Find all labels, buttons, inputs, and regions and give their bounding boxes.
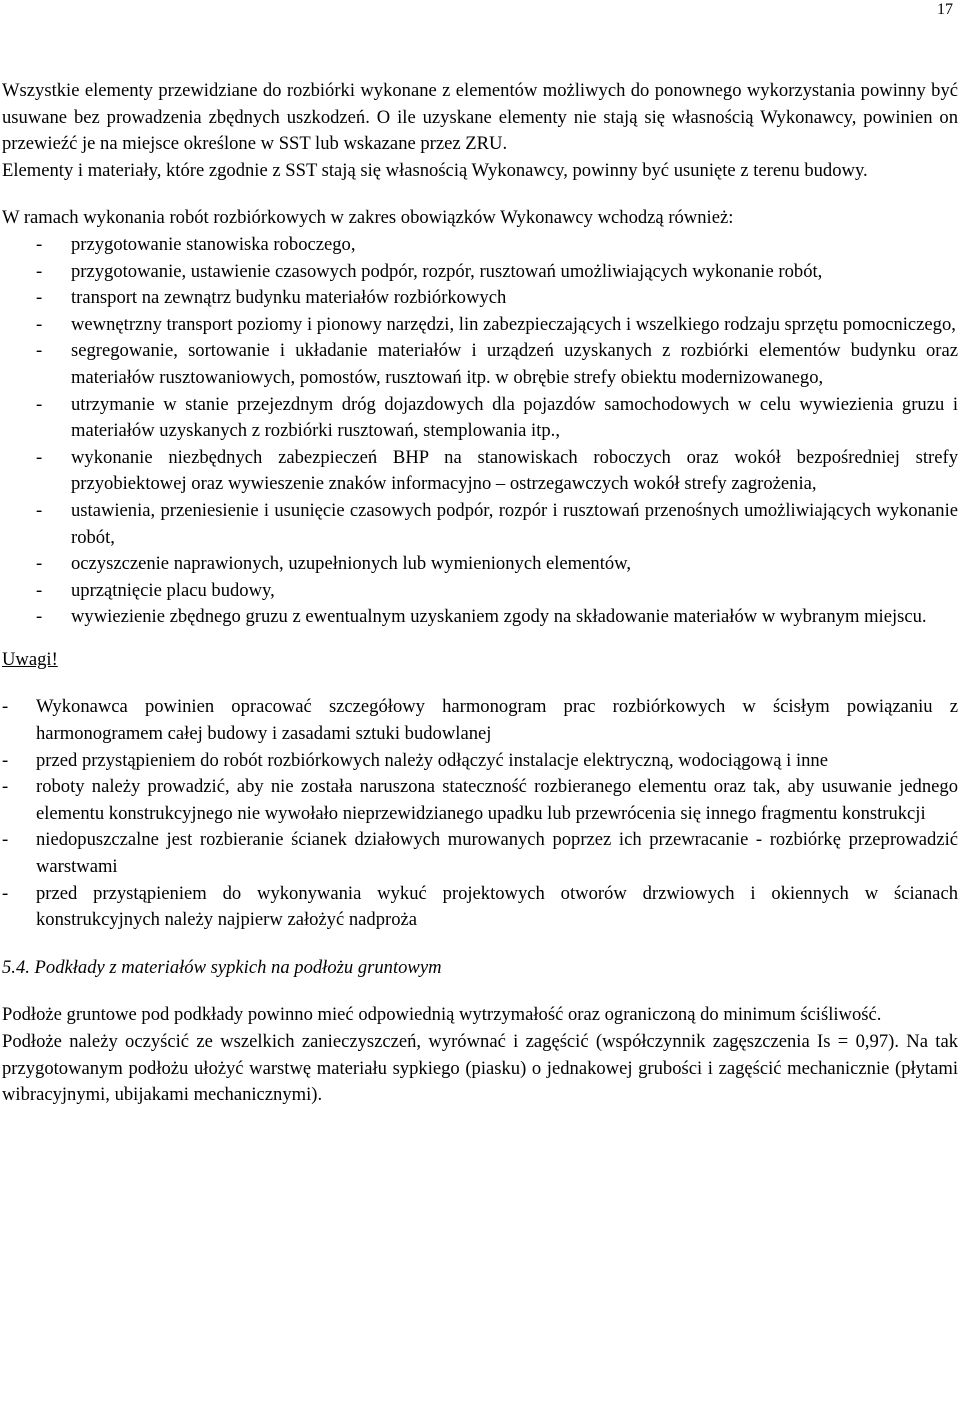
list-item: - ustawienia, przeniesienie i usunięcie czasowych podpór, rozpór i rusztowań przenośnych umożliwiających wykonanie robót, (36, 499, 958, 548)
dash-bullet: - (36, 499, 43, 521)
section-heading: 5.4. Podkłady z materiałów sypkich na podłożu gruntowym (2, 956, 442, 978)
list-item: - wewnętrzny transport poziomy i pionowy narzędzi, lin zabezpieczających i wszelkiego rodzaju sprzętu pomocniczego, (2, 312, 958, 339)
dash-bullet: - (36, 446, 43, 468)
dash-bullet: - (36, 606, 43, 628)
dash-bullet: - (36, 287, 43, 309)
list-item: - segregowanie, sortowanie i układanie materiałów i urządzeń uzyskanych z rozbiórki elementów budynku oraz materiałów rusztowaniowych, pomostów, rusztowań itp. w obrębie strefy obiektu modernizowanego, (36, 340, 958, 388)
dash-bullet: - (36, 340, 43, 362)
section-paragraph: Podłoże należy oczyścić ze wszelkich zanieczyszczeń, wyrównać i zagęścić (współczynnik zagęszczenia Is = 0,97). Na tak przygotowanym podłożu ułożyć warstwę materiału sypkiego (piasku) o jednakowej grubości i zagęścić mechanicznie (płytami wibracyjnymi, ubijakami mechanicznymi). (2, 1031, 958, 1106)
notes-heading: Uwagi! (2, 648, 58, 670)
list-item: - przygotowanie, ustawienie czasowych podpór, rozpór, rusztowań umożliwiających wykonanie robót, (2, 259, 958, 286)
list-item: - roboty należy prowadzić, aby nie została naruszona stateczność rozbieranego elementu oraz tak, aby usuwanie jednego elementu konstrukcyjnego nie wywołało nieprzewidzianego upadku lub przewrócenia się innego fragmentu konstrukcji (2, 776, 958, 824)
dash-bullet: - (36, 233, 43, 255)
list-item: - niedopuszczalne jest rozbieranie ścianek działowych murowanych poprzez ich przewracanie - rozbiórkę przeprowadzić warstwami (2, 829, 958, 878)
notes-list (2, 694, 958, 933)
list-item: - przygotowanie stanowiska roboczego, (2, 232, 958, 259)
dash-bullet: - (36, 260, 43, 282)
list-item: - transport na zewnątrz budynku materiałów rozbiórkowych (2, 285, 958, 312)
list-item: - wywiezienie zbędnego gruzu z ewentualnym uzyskaniem zgody na składowanie materiałów w wybranym miejscu. (2, 604, 958, 631)
list-item: - Wykonawca powinien opracować szczegółowy harmonogram prac rozbiórkowych w ścisłym powiązaniu z harmonogramem całej budowy i zasadami sztuki budowlanej (2, 696, 958, 745)
dash-bullet: - (2, 776, 9, 798)
dash-bullet: - (2, 696, 9, 718)
list-item: - przed przystąpieniem do robót rozbiórkowych należy odłączyć instalacje elektryczną, wodociągową i inne (2, 748, 958, 775)
page-content (2, 78, 958, 1109)
dash-bullet: - (2, 882, 9, 904)
scope-list (2, 232, 958, 631)
dash-bullet: - (36, 553, 43, 575)
dash-bullet: - (36, 393, 43, 415)
dash-bullet: - (36, 313, 43, 335)
list-item: - uprzątnięcie placu budowy, (2, 578, 958, 605)
dash-bullet: - (36, 579, 43, 601)
list-item: - wykonanie niezbędnych zabezpieczeń BHP na stanowiskach roboczych oraz wokół bezpośredniej strefy przyobiektowej oraz wywieszenie znaków informacyjno – ostrzegawczych wokół strefy zagrożenia, (36, 446, 958, 495)
page-number: 17 (937, 1, 953, 18)
intro-paragraph: Wszystkie elementy przewidziane do rozbiórki wykonane z elementów możliwych do ponownego wykorzystania powinny być usuwane bez prowadzenia zbędnych uszkodzeń. O ile uzyskane elementy nie stają się własnością Wykonawcy, powinien on przewieźć je na miejsce określone w SST lub wskazane przez ZRU. (2, 80, 958, 155)
scope-intro: W ramach wykonania robót rozbiórkowych w zakres obowiązków Wykonawcy wchodzą również: (2, 207, 734, 229)
list-item: - oczyszczenie naprawionych, uzupełnionych lub wymienionych elementów, (2, 551, 958, 578)
list-item: - przed przystąpieniem do wykonywania wykuć projektowych otworów drzwiowych i okiennych w ścianach konstrukcyjnych należy najpierw założyć nadproża (2, 882, 958, 931)
section-paragraph: Podłoże gruntowe pod podkłady powinno mieć odpowiednią wytrzymałość oraz ograniczoną do minimum ściśliwość. (2, 1004, 882, 1026)
intro-paragraph: Elementy i materiały, które zgodnie z SST stają się własnością Wykonawcy, powinny być usunięte z terenu budowy. (2, 159, 868, 181)
dash-bullet: - (2, 829, 9, 851)
list-item: - utrzymanie w stanie przejezdnym dróg dojazdowych dla pojazdów samochodowych w celu wywiezienia gruzu i materiałów uzyskanych z rozbiórki rusztowań, stemplowania itp., (36, 393, 958, 442)
dash-bullet: - (2, 749, 9, 771)
